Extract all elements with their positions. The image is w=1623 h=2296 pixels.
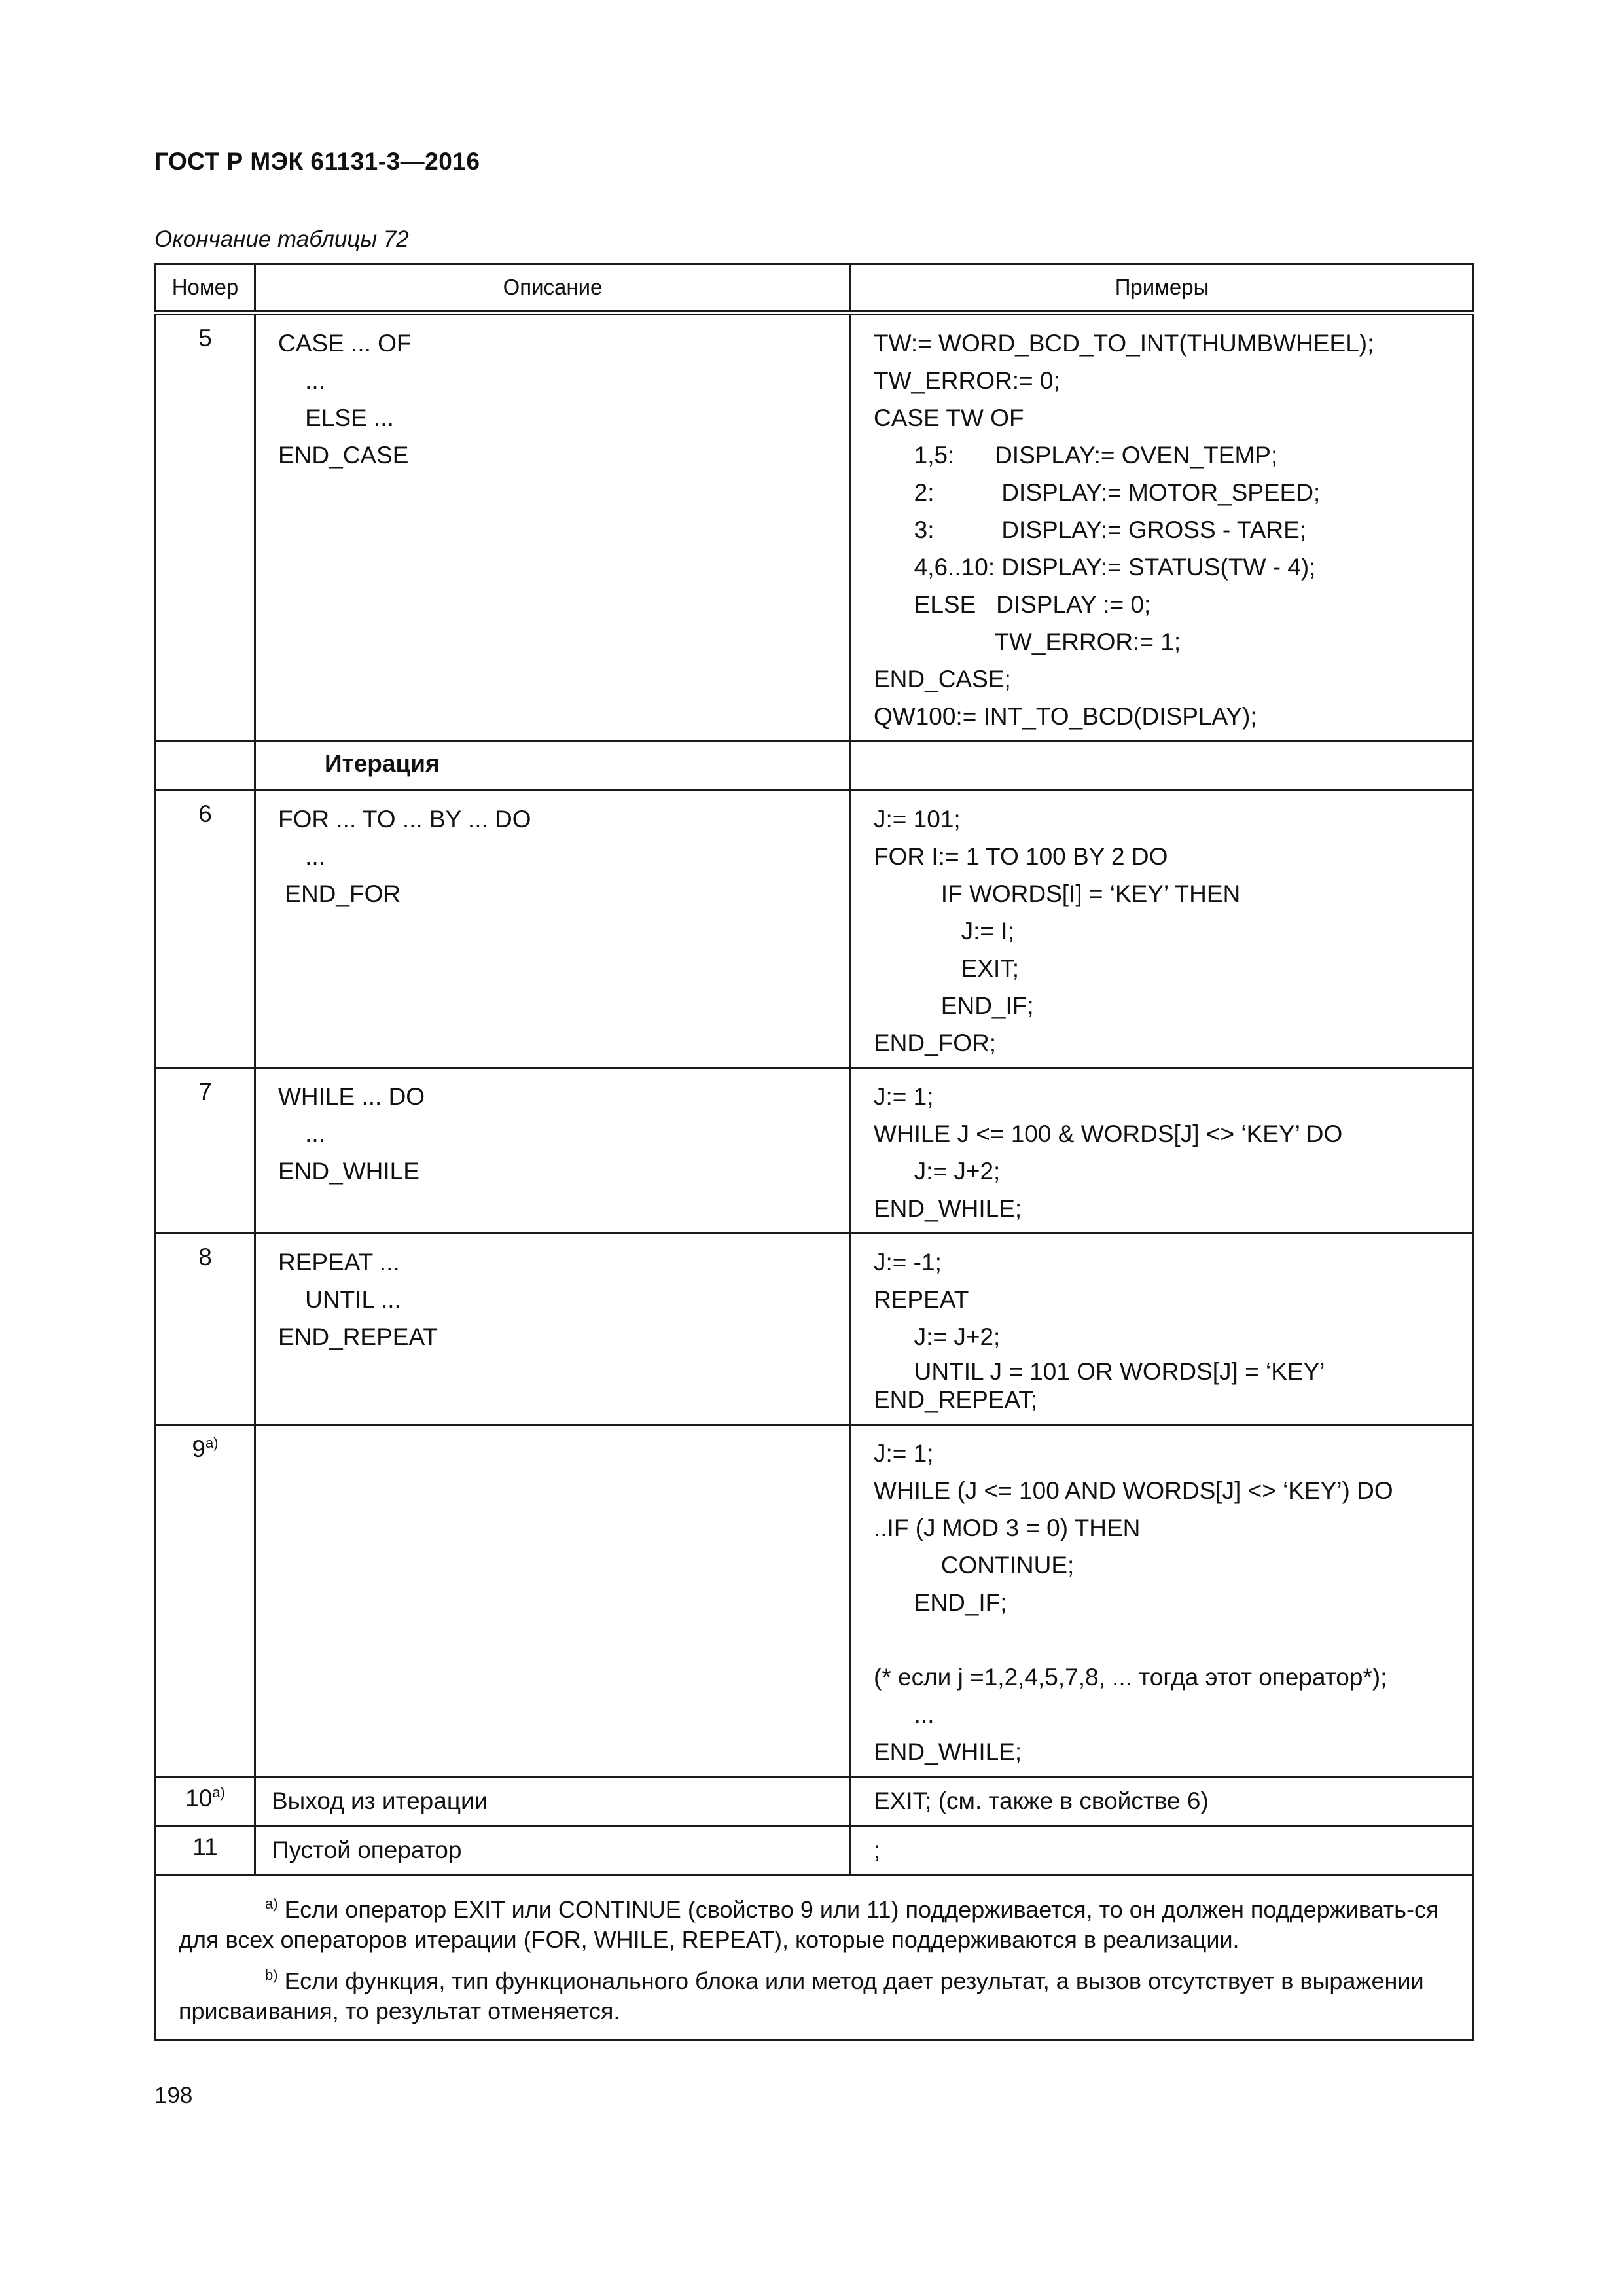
table-row-7 xyxy=(156,1068,1474,1234)
desc-line: ELSE ... xyxy=(278,404,394,431)
row-number: 7 xyxy=(198,1078,212,1105)
row-number-cell xyxy=(156,1826,255,1875)
code-line: ... xyxy=(874,1701,935,1728)
code-line: (* если j =1,2,4,5,7,8, ... тогда этот оператор*); xyxy=(874,1664,1387,1691)
desc-line: FOR ... TO ... BY ... DO xyxy=(278,806,531,833)
description-text: Пустой оператор xyxy=(272,1837,462,1863)
section-title-cell xyxy=(255,742,851,791)
table-header-row xyxy=(156,264,1474,313)
column-header-examples: Примеры xyxy=(851,264,1474,313)
table-row-6 xyxy=(156,791,1474,1068)
desc-line: ... xyxy=(278,843,325,870)
table-row-9 xyxy=(156,1425,1474,1777)
page-number: 198 xyxy=(154,2083,193,2108)
row-number-cell xyxy=(156,1068,255,1234)
table-row-8 xyxy=(156,1234,1474,1425)
section-title: Итерация xyxy=(325,750,440,777)
code-line: REPEAT xyxy=(874,1286,969,1313)
code-line: UNTIL J = 101 OR WORDS[J] = ‘KEY’ xyxy=(874,1358,1325,1385)
desc-line: ... xyxy=(278,1121,325,1147)
code-line: 4,6..10: DISPLAY:= STATUS(TW - 4); xyxy=(874,554,1316,581)
example-cell xyxy=(851,1068,1474,1234)
footnotes-cell xyxy=(156,1875,1474,2041)
description-cell xyxy=(255,1777,851,1826)
section-row-iteration xyxy=(156,742,1474,791)
column-header-number: Номер xyxy=(156,264,255,313)
description-cell xyxy=(255,791,851,1068)
code-line: QW100:= INT_TO_BCD(DISPLAY); xyxy=(874,703,1257,730)
example-cell xyxy=(851,1777,1474,1826)
row-number: 6 xyxy=(198,800,212,827)
row-number-cell xyxy=(156,1425,255,1777)
code-line: END_IF; xyxy=(874,992,1034,1019)
desc-line: REPEAT ... xyxy=(278,1249,400,1276)
code-line: END_WHILE; xyxy=(874,1195,1022,1222)
desc-line: UNTIL ... xyxy=(278,1286,401,1313)
row-number-cell xyxy=(156,1777,255,1826)
footnotes-row xyxy=(156,1875,1474,2041)
code-line: 2: DISPLAY:= MOTOR_SPEED; xyxy=(874,479,1321,506)
description-cell xyxy=(255,1826,851,1875)
row-number-cell xyxy=(156,1234,255,1425)
row-number: 8 xyxy=(198,1244,212,1270)
code-line: END_IF; xyxy=(874,1589,1007,1616)
code-line: END_REPEAT; xyxy=(874,1386,1038,1413)
footnote-text: Если функция, тип функционального блока или метод дает результат, а вызов отсутствует в выражении присваивания, то результат отменяется. xyxy=(179,1967,1424,2024)
code-line: ELSE DISPLAY := 0; xyxy=(874,591,1151,618)
statements-table xyxy=(154,263,1474,2041)
row-number: 11 xyxy=(192,1833,218,1860)
code-line: J:= -1; xyxy=(874,1249,942,1276)
footnote-mark: a) xyxy=(205,1435,219,1451)
description-cell xyxy=(255,313,851,742)
description-cell xyxy=(255,1425,851,1777)
row-number: 9 xyxy=(192,1435,205,1462)
section-example-cell xyxy=(851,742,1474,791)
desc-line: END_FOR xyxy=(278,880,401,907)
code-line: EXIT; xyxy=(874,955,1020,982)
row-number-cell xyxy=(156,313,255,742)
row-number: 5 xyxy=(198,325,212,351)
code-line: J:= 1; xyxy=(874,1440,934,1467)
desc-line: WHILE ... DO xyxy=(278,1083,425,1110)
table-row-11 xyxy=(156,1826,1474,1875)
code-line: J:= 1; xyxy=(874,1083,934,1110)
description-cell xyxy=(255,1068,851,1234)
table-caption: Окончание таблицы 72 xyxy=(154,226,409,252)
code-line: END_CASE; xyxy=(874,666,1011,692)
row-number-cell xyxy=(156,791,255,1068)
desc-line: END_CASE xyxy=(278,442,409,469)
document-header: ГОСТ Р МЭК 61131-3—2016 xyxy=(154,148,480,175)
code-line: CONTINUE; xyxy=(874,1552,1075,1579)
code-line: ..IF (J MOD 3 = 0) THEN xyxy=(874,1515,1141,1541)
code-line: J:= 101; xyxy=(874,806,961,833)
row-number: 10 xyxy=(185,1785,213,1812)
column-header-description: Описание xyxy=(255,264,851,313)
example-text: ; xyxy=(874,1837,881,1863)
desc-line: END_WHILE xyxy=(278,1158,419,1185)
code-line: TW:= WORD_BCD_TO_INT(THUMBWHEEL); xyxy=(874,330,1374,357)
code-line: 3: DISPLAY:= GROSS - TARE; xyxy=(874,516,1307,543)
code-line: FOR I:= 1 TO 100 BY 2 DO xyxy=(874,843,1168,870)
desc-line: CASE ... OF xyxy=(278,330,412,357)
code-line: J:= J+2; xyxy=(874,1323,1001,1350)
footnote-a xyxy=(179,1889,1450,1955)
footnote-b xyxy=(179,1960,1450,2026)
code-line: END_FOR; xyxy=(874,1030,997,1056)
footnote-text: Если оператор EXIT или CONTINUE (свойство 9 или 11) поддерживается, то он должен поддерживать-ся для всех операторов итерации (FOR, WHILE, REPEAT), которые поддерживаются в реализации. xyxy=(179,1896,1439,1953)
code-line: END_WHILE; xyxy=(874,1738,1022,1765)
desc-line: END_REPEAT xyxy=(278,1323,438,1350)
example-cell xyxy=(851,1826,1474,1875)
code-line: WHILE (J <= 100 AND WORDS[J] <> ‘KEY’) DO xyxy=(874,1477,1393,1504)
code-line: WHILE J <= 100 & WORDS[J] <> ‘KEY’ DO xyxy=(874,1121,1343,1147)
example-cell xyxy=(851,1425,1474,1777)
description-text: Выход из итерации xyxy=(272,1787,488,1814)
code-line: J:= I; xyxy=(874,918,1014,944)
table-row-5 xyxy=(156,313,1474,742)
code-line: IF WORDS[I] = ‘KEY’ THEN xyxy=(874,880,1241,907)
footnote-mark: a) xyxy=(212,1784,225,1801)
example-cell xyxy=(851,791,1474,1068)
section-number-cell xyxy=(156,742,255,791)
code-line: TW_ERROR:= 1; xyxy=(874,628,1181,655)
desc-line: ... xyxy=(278,367,325,394)
description-cell xyxy=(255,1234,851,1425)
example-cell xyxy=(851,313,1474,742)
footnote-mark: а) xyxy=(265,1895,278,1912)
table-row-10 xyxy=(156,1777,1474,1826)
footnote-mark: b) xyxy=(265,1967,278,1983)
example-text: EXIT; (см. также в свойстве 6) xyxy=(874,1787,1209,1814)
example-cell xyxy=(851,1234,1474,1425)
code-line xyxy=(874,1621,1450,1659)
code-line: CASE TW OF xyxy=(874,404,1024,431)
code-line: 1,5: DISPLAY:= OVEN_TEMP; xyxy=(874,442,1278,469)
code-line: J:= J+2; xyxy=(874,1158,1001,1185)
code-line: TW_ERROR:= 0; xyxy=(874,367,1060,394)
